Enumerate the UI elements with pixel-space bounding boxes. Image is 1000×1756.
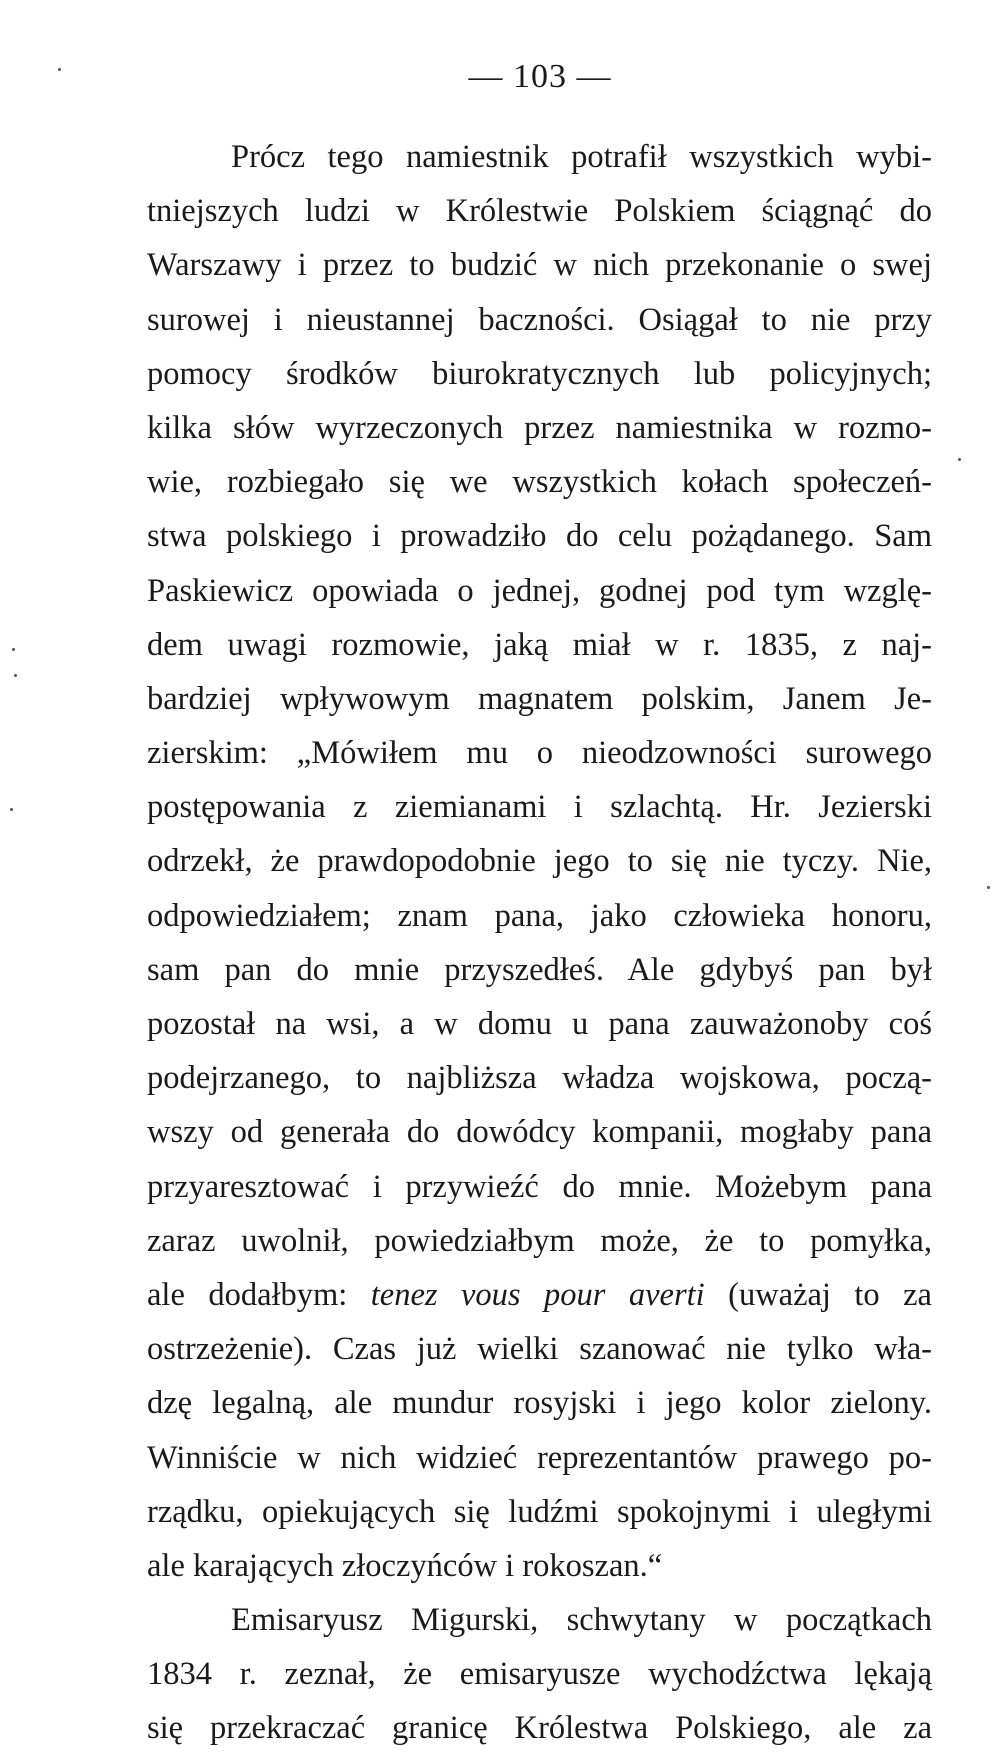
body-text — [147, 130, 932, 1756]
text-line: surowej i nieustannej baczności. Osiągał to nie przy — [147, 301, 932, 338]
text-line: sam pan do mnie przyszedłeś. Ale gdybyś pan był — [147, 951, 932, 988]
line-prefix: ale dodałbym: — [147, 1276, 371, 1313]
text-line: się przekraczać granicę Królestwa Polskiego, ale za — [147, 1710, 932, 1747]
text-line: rządku, opiekujących się ludźmi spokojnymi i uległymi — [147, 1493, 932, 1530]
text-line: bardziej wpływowym magnatem polskim, Janem Je- — [147, 680, 932, 717]
text-line: ostrzeżenie). Czas już wielki szanować nie tylko wła- — [147, 1331, 932, 1368]
text-line: ale karających złoczyńców i rokoszan.“ — [147, 1547, 663, 1584]
text-line: pozostał na wsi, a w domu u pana zauważonoby coś — [147, 1006, 932, 1042]
text-line: Winniście w nich widzieć reprezentantów prawego po- — [147, 1439, 932, 1476]
italic-phrase: tenez vous pour averti — [370, 1276, 705, 1313]
text-line: Prócz tego namiestnik potrafił wszystkich wybi- — [231, 139, 932, 175]
text-line: kilka słów wyrzeczonych przez namiestnika w rozmo- — [147, 409, 932, 446]
text-line: tniejszych ludzi w Królestwie Polskiem ściągnąć do — [147, 193, 932, 230]
text-line: wie, rozbiegało się we wszystkich kołach społeczeń- — [147, 464, 932, 501]
text-line: przyaresztować i przywieźć do mnie. Możebym pana — [147, 1168, 932, 1205]
text-line: stwa polskiego i prowadziło do celu pożądanego. Sam — [147, 518, 932, 555]
text-line: odpowiedziałem; znam pana, jako człowieka honoru, — [147, 897, 932, 934]
scan-speck — [58, 68, 61, 71]
text-line: dzę legalną, ale mundur rosyjski i jego kolor zielony. — [147, 1385, 932, 1422]
scan-speck — [14, 674, 17, 677]
scan-speck — [987, 886, 990, 889]
text-line: pomocy środków biurokratycznych lub policyjnych; — [147, 355, 932, 392]
text-line: Warszawy i przez to budzić w nich przekonanie o swej — [147, 247, 932, 284]
text-line: wszy od generała do dowódcy kompanii, mogłaby pana — [147, 1114, 932, 1151]
scan-speck — [12, 648, 15, 651]
text-line: postępowania z ziemianami i szlachtą. Hr. Jezierski — [147, 789, 932, 826]
text-line: zierskim: „Mówiłem mu o nieodzowności surowego — [147, 735, 932, 772]
page-number: — 103 — — [468, 58, 612, 95]
text-line: 1834 r. zeznał, że emisaryusze wychodźctwa lękają — [147, 1656, 932, 1693]
text-line: odrzekł, że prawdopodobnie jego to się nie tyczy. Nie, — [147, 843, 932, 880]
text-line: zaraz uwolnił, powiedziałbym może, że to pomyłka, — [147, 1222, 932, 1259]
scan-speck — [10, 808, 13, 811]
text-line: podejrzanego, to najbliższa władza wojskowa, począ- — [147, 1060, 932, 1097]
text-line: Paskiewicz opowiada o jednej, godnej pod tym wzglę- — [147, 572, 932, 609]
text-line-with-italic — [147, 1268, 932, 1322]
text-line: Emisaryusz Migurski, schwytany w początkach — [231, 1602, 932, 1639]
scan-speck — [958, 458, 961, 461]
line-suffix: (uważaj to za — [704, 1276, 932, 1313]
text-line: dem uwagi rozmowie, jaką miał w r. 1835, z naj- — [147, 626, 932, 663]
